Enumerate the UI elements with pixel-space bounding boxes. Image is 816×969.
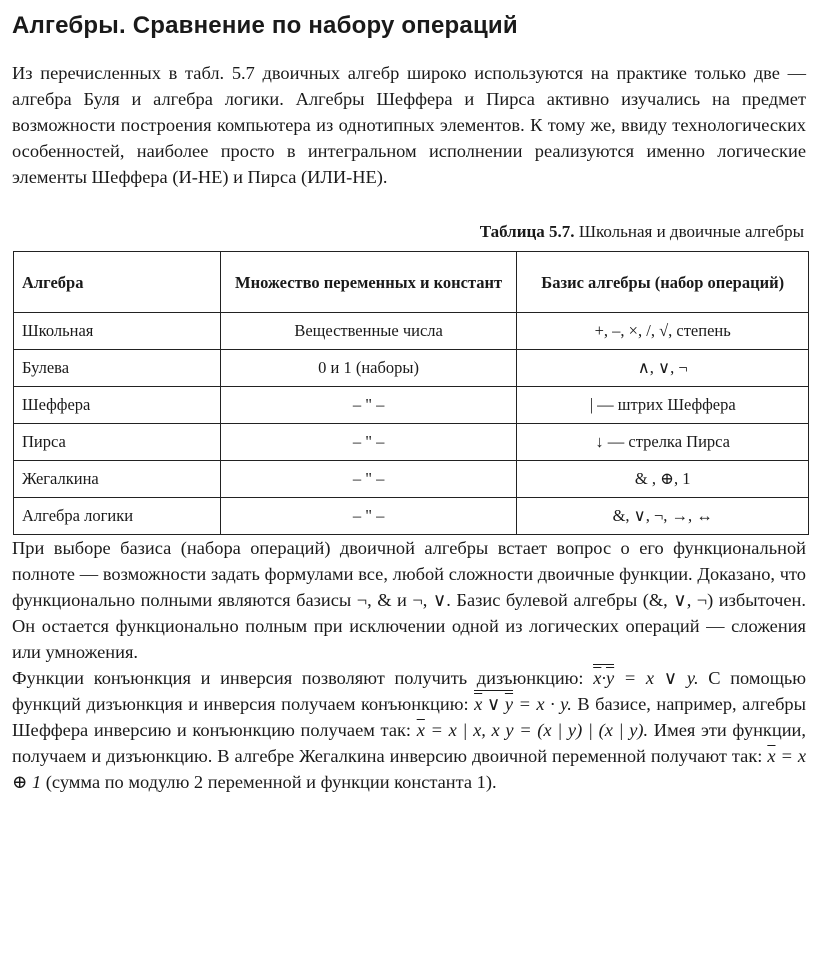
cell-variables: 0 и 1 (наборы) bbox=[220, 350, 517, 387]
formula-sheffer: = x | x, x y = (x | y) | (x | y). bbox=[424, 720, 649, 740]
functions-text-4: Имея эти функции, получаем и дизъюнкцию. В алгебре Жегалкина инверсию двоичной переменной получают так: bbox=[12, 720, 806, 766]
table-row bbox=[14, 350, 809, 387]
table-caption bbox=[12, 222, 806, 242]
intro-paragraph: Из перечисленных в табл. 5.7 двоичных алгебр широко используются на практике только две — алгебра Буля и алгебра логики. Алгебры Шеффера и Пирса активно изучались на предмет возможности построения компьютера из однотипных элементов. К тому же, ввиду технологических особенностей, наиболее просто в интегральном исполнении реализуются именно логические элементы Шеффера (И-НЕ) и Пирса (ИЛИ-НЕ). bbox=[12, 63, 806, 187]
table-header-row bbox=[14, 252, 809, 313]
formula-conjunction-result: = x · y. bbox=[513, 694, 572, 714]
formula-dot: · bbox=[601, 668, 606, 688]
formula-zhegalkin-x-bar: $\overline{x}$ bbox=[767, 746, 776, 766]
cell-basis: | — штрих Шеффера bbox=[517, 387, 809, 424]
cell-algebra: Шеффера bbox=[14, 387, 221, 424]
cell-algebra: Алгебра логики bbox=[14, 498, 221, 535]
formula-conjunction bbox=[474, 691, 513, 717]
functions-text-3: В базисе, например, алгебры Шеффера инверсию и конъюнкцию получаем так: bbox=[12, 694, 806, 740]
formula-disjunction bbox=[593, 665, 614, 691]
formula-disjunction-result: = x ∨ y. bbox=[614, 668, 699, 688]
cell-algebra: Школьная bbox=[14, 313, 221, 350]
header-basis: Базис алгебры (набор операций) bbox=[517, 252, 809, 313]
cell-basis: ∧, ∨, ¬ bbox=[517, 350, 809, 387]
table-row bbox=[14, 498, 809, 535]
formula-zhegalkin: = x ⊕ 1 bbox=[12, 746, 806, 792]
cell-algebra: Булева bbox=[14, 350, 221, 387]
formula-x-bar: $\overline{x}$ bbox=[593, 668, 602, 688]
page-title: Алгебры. Сравнение по набору операций bbox=[12, 12, 518, 39]
cell-algebra: Пирса bbox=[14, 424, 221, 461]
cell-variables: Вещественные числа bbox=[220, 313, 517, 350]
header-variables: Множество переменных и констант bbox=[220, 252, 517, 313]
algebras-table bbox=[13, 251, 809, 535]
table-caption-label: Таблица 5.7. bbox=[479, 222, 575, 241]
table-row bbox=[14, 461, 809, 498]
formula-sheffer-x-bar: $\overline{x}$ bbox=[416, 720, 425, 740]
functions-text-2: С помощью функций дизъюнкция и инверсия получаем конъюнкцию: bbox=[12, 668, 806, 714]
functions-text-1: Функции конъюнкция и инверсия позволяют получить дизъюнкцию: bbox=[12, 668, 594, 688]
cell-basis: ↓ — стрелка Пирса bbox=[517, 424, 809, 461]
functions-text-5: (сумма по модулю 2 переменной и функции константа 1). bbox=[41, 772, 497, 792]
cell-basis: & , ⊕, 1 bbox=[517, 461, 809, 498]
cell-variables: – " – bbox=[220, 387, 517, 424]
cell-basis: +, –, ×, /, √, степень bbox=[517, 313, 809, 350]
table-caption-text: Школьная и двоичные алгебры bbox=[574, 222, 804, 241]
cell-basis: &, ∨, ¬, →, ↔ bbox=[517, 498, 809, 535]
cell-algebra: Жегалкина bbox=[14, 461, 221, 498]
header-algebra: Алгебра bbox=[14, 252, 221, 313]
completeness-paragraph: При выборе базиса (набора операций) двоичной алгебры встает вопрос о его функциональной полноте — возможности задать формулами все, любой сложности двоичные функции. Доказано, что функционально полными являются базисы ¬, & и ¬, ∨. Базис булевой алгебры (&, ∨, ¬) избыточен. Он остается функционально полным при исключении одной из логических операций — сложения или умножения. bbox=[12, 538, 806, 662]
table-row bbox=[14, 424, 809, 461]
formula-y-bar: $\overline{y}$ bbox=[605, 668, 615, 688]
cell-variables: – " – bbox=[220, 424, 517, 461]
cell-variables: – " – bbox=[220, 461, 517, 498]
formula-or: ∨ bbox=[482, 694, 505, 714]
cell-variables: – " – bbox=[220, 498, 517, 535]
table-row bbox=[14, 313, 809, 350]
table-row bbox=[14, 387, 809, 424]
formula-y-bar: $\overline{y}$ bbox=[504, 694, 514, 714]
functions-paragraph bbox=[12, 665, 806, 795]
formula-x-bar: $\overline{x}$ bbox=[474, 694, 483, 714]
